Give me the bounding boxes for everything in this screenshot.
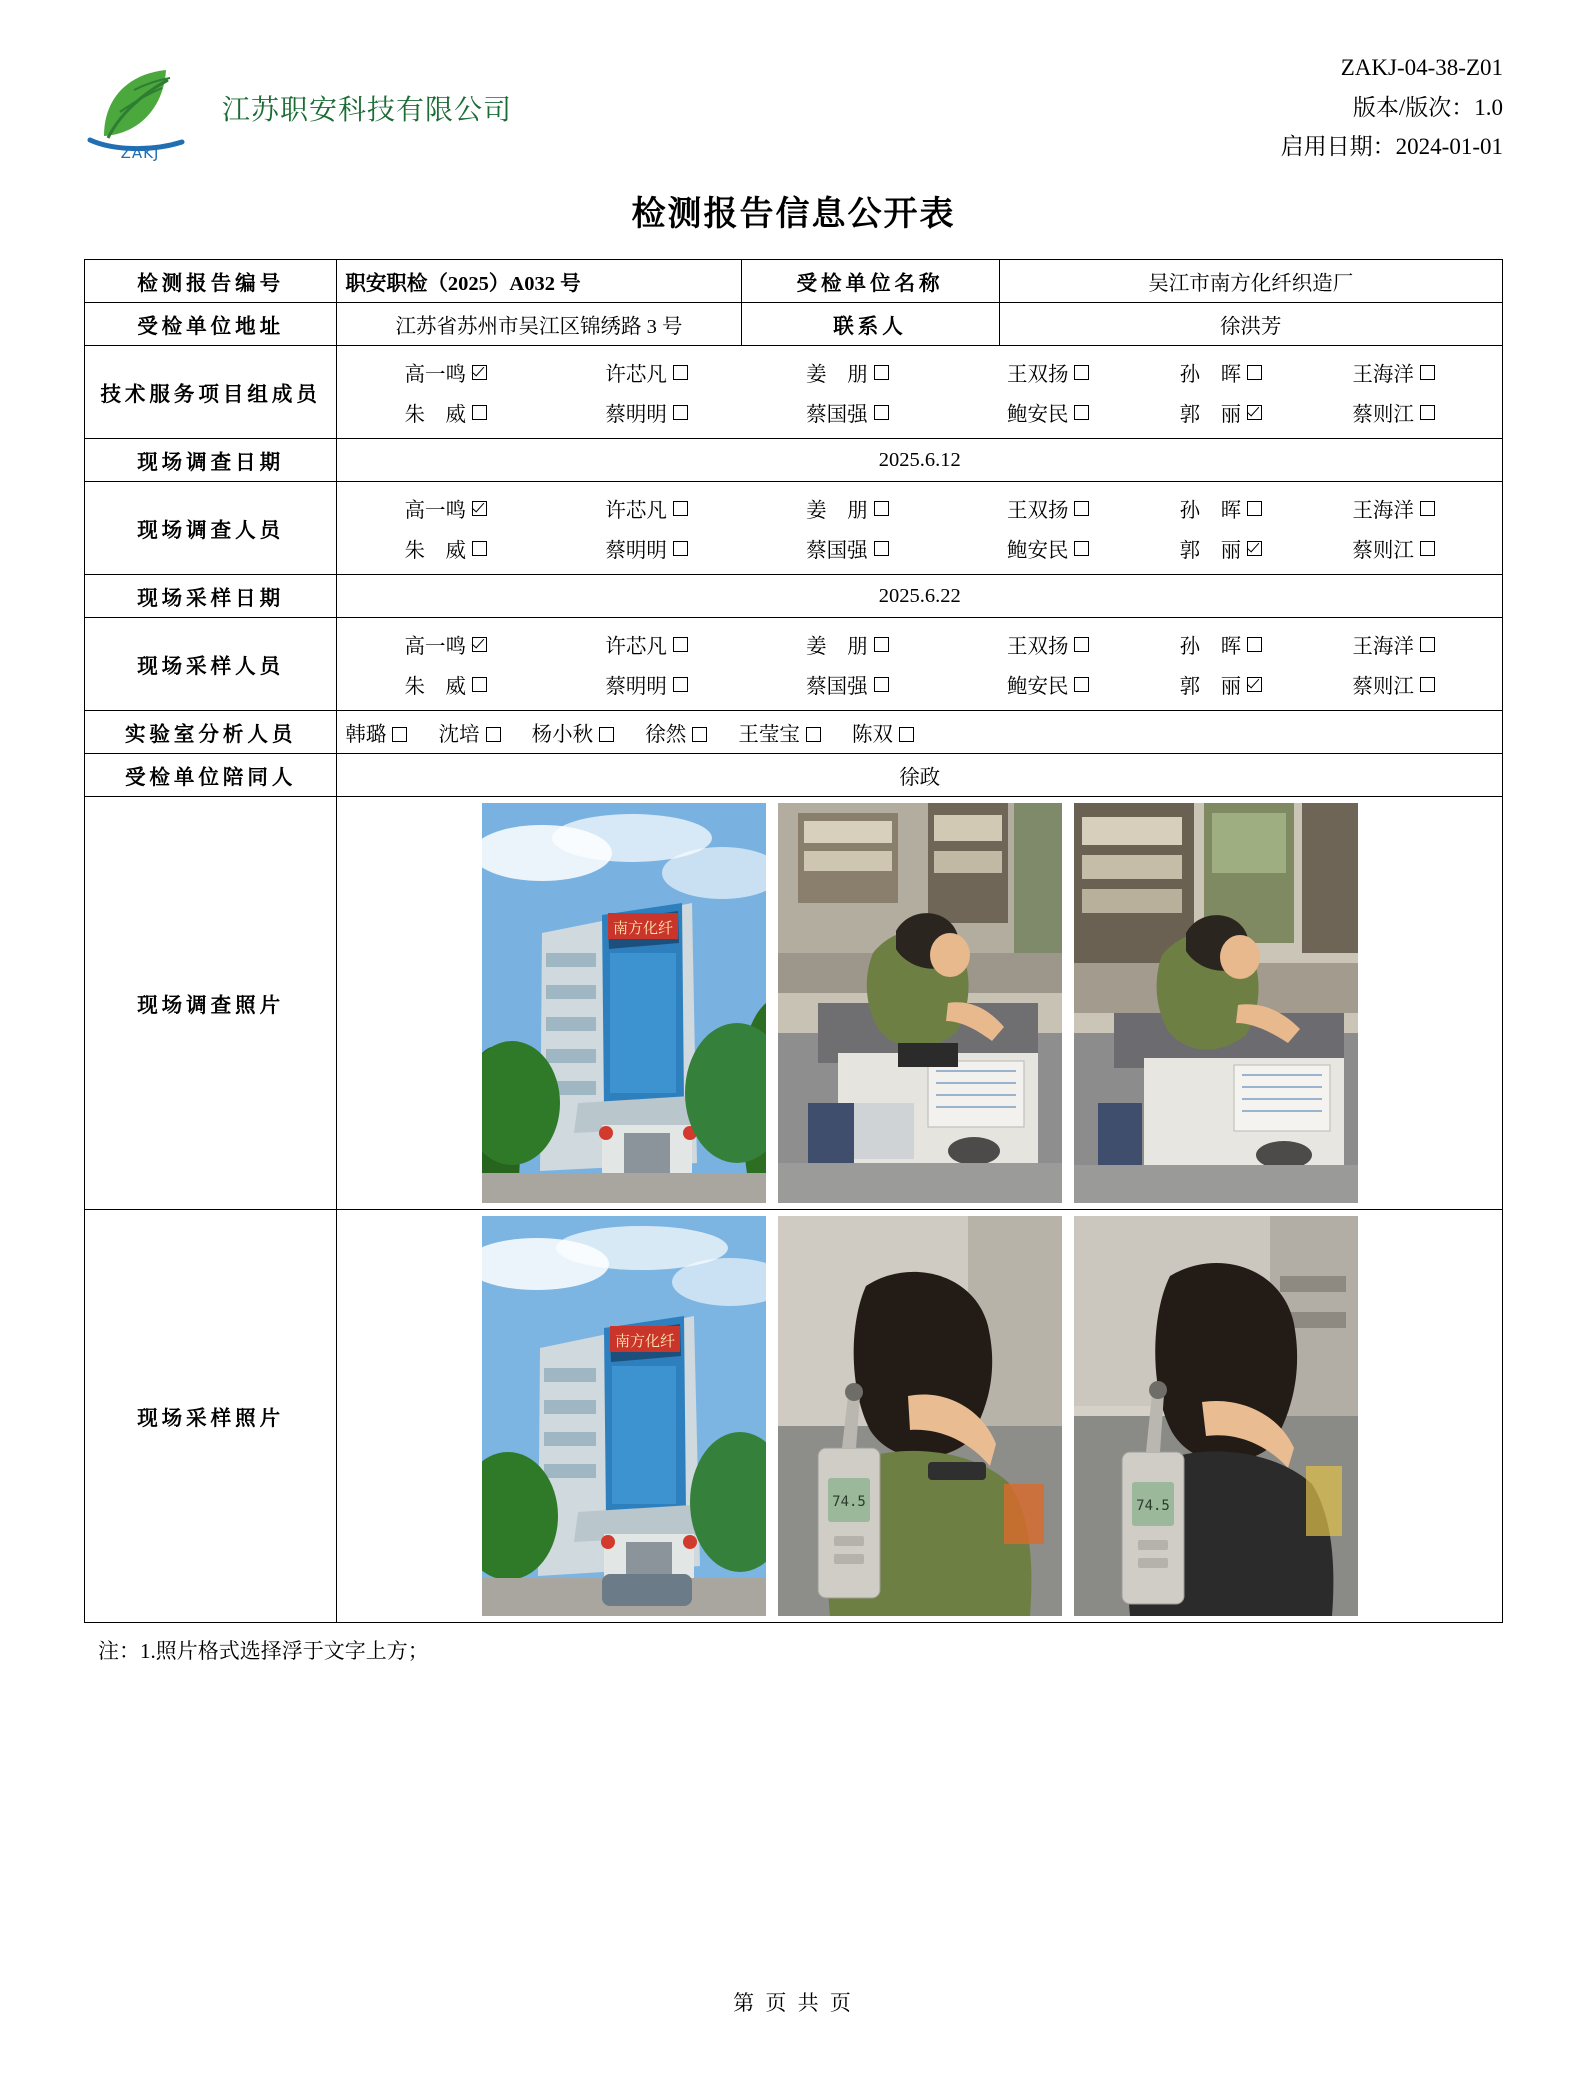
survey-photos-cell bbox=[337, 797, 1503, 1210]
checkbox-icon[interactable] bbox=[874, 541, 889, 556]
checkbox-icon[interactable] bbox=[486, 727, 501, 742]
person-item[interactable] bbox=[1293, 533, 1494, 563]
table-row bbox=[85, 754, 1503, 797]
checkbox-icon[interactable] bbox=[673, 365, 688, 380]
person-item[interactable] bbox=[948, 533, 1149, 563]
person-name: 蔡国强 bbox=[806, 540, 868, 562]
checkbox-icon[interactable] bbox=[673, 501, 688, 516]
checkbox-icon[interactable] bbox=[472, 405, 487, 420]
person-item[interactable] bbox=[1293, 397, 1494, 427]
checkbox-icon[interactable] bbox=[1247, 501, 1262, 516]
checkbox-icon[interactable] bbox=[874, 677, 889, 692]
person-name: 蔡国强 bbox=[806, 404, 868, 426]
person-name: 王海洋 bbox=[1352, 364, 1414, 386]
photo-factory-exterior-2 bbox=[482, 1216, 766, 1616]
person-name: 孙 晖 bbox=[1179, 364, 1242, 386]
person-item[interactable] bbox=[345, 629, 546, 659]
person-name: 朱 威 bbox=[404, 404, 467, 426]
photo-noise-sampling-1 bbox=[778, 1216, 1062, 1616]
checkbox-icon[interactable] bbox=[874, 501, 889, 516]
checkbox-icon[interactable] bbox=[692, 727, 707, 742]
checkbox-icon[interactable] bbox=[874, 365, 889, 380]
person-name: 鲍安民 bbox=[1006, 540, 1069, 562]
person-item[interactable] bbox=[1293, 493, 1494, 523]
person-item[interactable] bbox=[1149, 397, 1294, 427]
person-name: 孙 晖 bbox=[1179, 500, 1242, 522]
checkbox-icon[interactable] bbox=[472, 677, 487, 692]
checkbox-icon[interactable] bbox=[1247, 365, 1262, 380]
person-row bbox=[345, 392, 1494, 432]
checkbox-icon[interactable] bbox=[1074, 541, 1089, 556]
accompany-label: 受检单位陪同人 bbox=[85, 754, 337, 797]
person-item[interactable] bbox=[546, 493, 747, 523]
lab-analysts-checklist[interactable] bbox=[337, 711, 1503, 754]
checkbox-icon[interactable] bbox=[1074, 405, 1089, 420]
person-item[interactable] bbox=[546, 669, 747, 699]
person-item[interactable] bbox=[1293, 669, 1494, 699]
person-name: 蔡则江 bbox=[1352, 676, 1414, 698]
table-row bbox=[85, 618, 1503, 711]
checkbox-icon[interactable] bbox=[599, 727, 614, 742]
person-item[interactable] bbox=[1149, 493, 1294, 523]
checkbox-icon[interactable] bbox=[392, 727, 407, 742]
person-name: 陈双 bbox=[852, 724, 894, 746]
table-row bbox=[85, 260, 1503, 303]
checkbox-icon[interactable] bbox=[673, 405, 688, 420]
document-header bbox=[84, 40, 1503, 160]
person-name: 蔡明明 bbox=[605, 404, 667, 426]
person-item[interactable] bbox=[738, 717, 821, 747]
person-item[interactable] bbox=[345, 357, 546, 387]
survey-photo-strip bbox=[345, 803, 1494, 1203]
checkbox-icon[interactable] bbox=[673, 637, 688, 652]
person-item[interactable] bbox=[532, 717, 615, 747]
survey-date-value: 2025.6.12 bbox=[337, 439, 1503, 482]
survey-date-label: 现场调查日期 bbox=[85, 439, 337, 482]
person-item[interactable] bbox=[546, 533, 747, 563]
person-item[interactable] bbox=[747, 669, 948, 699]
person-row bbox=[345, 488, 1494, 528]
person-name: 郭 丽 bbox=[1179, 404, 1242, 426]
footnote: 注：1.照片格式选择浮于文字上方； bbox=[98, 1639, 429, 1663]
sampling-photo-strip bbox=[345, 1216, 1494, 1616]
person-item[interactable] bbox=[948, 357, 1149, 387]
survey-people-checklist[interactable] bbox=[337, 482, 1503, 575]
person-name: 蔡则江 bbox=[1352, 540, 1414, 562]
svg-text:南方化纤: 南方化纤 bbox=[612, 919, 673, 937]
person-item[interactable] bbox=[439, 717, 501, 747]
person-name: 许芯凡 bbox=[605, 364, 667, 386]
doc-code: ZAKJ-04-38-Z01 bbox=[1340, 55, 1503, 80]
person-name: 沈培 bbox=[438, 724, 480, 746]
person-name: 杨小秋 bbox=[531, 724, 594, 746]
person-name: 朱 威 bbox=[404, 540, 467, 562]
table-row bbox=[85, 482, 1503, 575]
person-name: 郭 丽 bbox=[1179, 540, 1242, 562]
person-item[interactable] bbox=[747, 397, 948, 427]
checkbox-icon[interactable] bbox=[899, 727, 914, 742]
person-name: 高一鸣 bbox=[404, 364, 467, 386]
person-name: 郭 丽 bbox=[1179, 676, 1242, 698]
person-name: 蔡则江 bbox=[1352, 404, 1414, 426]
svg-text:74.5: 74.5 bbox=[831, 1494, 866, 1510]
doc-effective-date: 启用日期：2024-01-01 bbox=[1280, 134, 1503, 160]
checkbox-icon[interactable] bbox=[1420, 677, 1435, 692]
person-name: 姜 朋 bbox=[806, 500, 868, 522]
person-name: 姜 朋 bbox=[806, 364, 868, 386]
person-name: 许芯凡 bbox=[605, 500, 667, 522]
person-item[interactable] bbox=[747, 533, 948, 563]
page-title: 检测报告信息公开表 bbox=[631, 196, 956, 233]
person-name: 王双扬 bbox=[1006, 636, 1069, 658]
checkbox-icon[interactable] bbox=[1420, 365, 1435, 380]
person-name: 徐然 bbox=[645, 724, 687, 746]
sampling-people-label: 现场采样人员 bbox=[85, 618, 337, 711]
svg-text:南方化纤: 南方化纤 bbox=[614, 1332, 675, 1350]
person-item[interactable] bbox=[345, 669, 546, 699]
person-item[interactable] bbox=[747, 357, 948, 387]
table-row bbox=[85, 439, 1503, 482]
person-item[interactable] bbox=[747, 629, 948, 659]
person-name: 王双扬 bbox=[1006, 500, 1069, 522]
person-name: 王海洋 bbox=[1352, 500, 1414, 522]
sampling-photos-cell bbox=[337, 1210, 1503, 1623]
sampling-photos-label: 现场采样照片 bbox=[85, 1210, 337, 1623]
svg-text:74.5: 74.5 bbox=[1135, 1498, 1170, 1514]
table-row bbox=[85, 1210, 1503, 1623]
contact-label: 联系人 bbox=[741, 303, 999, 346]
table-row bbox=[85, 797, 1503, 1210]
company-logo-icon bbox=[84, 54, 196, 162]
person-name: 王双扬 bbox=[1006, 364, 1069, 386]
person-name: 鲍安民 bbox=[1006, 676, 1069, 698]
person-name: 许芯凡 bbox=[605, 636, 667, 658]
person-name: 蔡明明 bbox=[605, 676, 667, 698]
person-item[interactable] bbox=[948, 629, 1149, 659]
photo-office-survey-1 bbox=[778, 803, 1062, 1203]
photo-noise-sampling-2 bbox=[1074, 1216, 1358, 1616]
sampling-date-label: 现场采样日期 bbox=[85, 575, 337, 618]
survey-people-label: 现场调查人员 bbox=[85, 482, 337, 575]
person-name: 姜 朋 bbox=[806, 636, 868, 658]
person-name: 朱 威 bbox=[404, 676, 467, 698]
lab-analysts-label: 实验室分析人员 bbox=[85, 711, 337, 754]
photo-factory-exterior bbox=[482, 803, 766, 1203]
person-item[interactable] bbox=[747, 493, 948, 523]
header-meta bbox=[1281, 40, 1503, 167]
page-number-footer: 第 页 共 页 bbox=[733, 1991, 854, 2015]
person-item[interactable] bbox=[1293, 357, 1494, 387]
person-name: 蔡明明 bbox=[605, 540, 667, 562]
checkbox-icon[interactable] bbox=[1074, 501, 1089, 516]
checkbox-icon[interactable] bbox=[1420, 405, 1435, 420]
checkbox-icon[interactable] bbox=[1247, 541, 1262, 556]
table-row bbox=[85, 346, 1503, 439]
person-row bbox=[345, 624, 1494, 664]
person-name: 鲍安民 bbox=[1006, 404, 1069, 426]
accompany-value: 徐政 bbox=[337, 754, 1503, 797]
checkbox-icon[interactable] bbox=[1074, 677, 1089, 692]
checkbox-icon[interactable] bbox=[472, 637, 487, 652]
table-row bbox=[85, 575, 1503, 618]
person-item[interactable] bbox=[948, 669, 1149, 699]
person-name: 高一鸣 bbox=[404, 636, 467, 658]
person-item[interactable] bbox=[1149, 669, 1294, 699]
client-name-value: 吴江市南方化纤织造厂 bbox=[999, 260, 1502, 303]
person-item[interactable] bbox=[1149, 629, 1294, 659]
person-item[interactable] bbox=[852, 717, 914, 747]
checkbox-icon[interactable] bbox=[472, 541, 487, 556]
svg-text:ZAKJ: ZAKJ bbox=[120, 144, 160, 162]
company-name: 江苏职安科技有限公司 bbox=[222, 95, 513, 126]
report-no-label: 检测报告编号 bbox=[85, 260, 337, 303]
person-row bbox=[345, 528, 1494, 568]
checkbox-icon[interactable] bbox=[472, 501, 487, 516]
doc-version: 版本/版次：1.0 bbox=[1352, 94, 1503, 120]
person-name: 孙 晖 bbox=[1179, 636, 1242, 658]
checkbox-icon[interactable] bbox=[1074, 365, 1089, 380]
checkbox-icon[interactable] bbox=[1420, 501, 1435, 516]
person-item[interactable] bbox=[1149, 357, 1294, 387]
person-row bbox=[345, 664, 1494, 704]
person-item[interactable] bbox=[345, 397, 546, 427]
checkbox-icon[interactable] bbox=[874, 637, 889, 652]
person-item[interactable] bbox=[345, 493, 546, 523]
person-item[interactable] bbox=[948, 493, 1149, 523]
checkbox-icon[interactable] bbox=[1420, 637, 1435, 652]
company-brand bbox=[84, 40, 512, 162]
person-item[interactable] bbox=[1293, 629, 1494, 659]
table-row bbox=[85, 711, 1503, 754]
survey-photos-label: 现场调查照片 bbox=[85, 797, 337, 1210]
checkbox-icon[interactable] bbox=[1420, 541, 1435, 556]
checkbox-icon[interactable] bbox=[673, 677, 688, 692]
checkbox-icon[interactable] bbox=[874, 405, 889, 420]
report-info-table bbox=[84, 259, 1503, 1623]
person-item[interactable] bbox=[948, 397, 1149, 427]
checkbox-icon[interactable] bbox=[1247, 405, 1262, 420]
checkbox-icon[interactable] bbox=[1247, 637, 1262, 652]
person-name: 王莹宝 bbox=[738, 724, 800, 746]
person-item[interactable] bbox=[546, 397, 747, 427]
sampling-people-checklist[interactable] bbox=[337, 618, 1503, 711]
person-item[interactable] bbox=[645, 717, 707, 747]
checkbox-icon[interactable] bbox=[1247, 677, 1262, 692]
sampling-date-value: 2025.6.22 bbox=[337, 575, 1503, 618]
person-item[interactable] bbox=[345, 717, 407, 747]
person-item[interactable] bbox=[546, 357, 747, 387]
person-row bbox=[345, 352, 1494, 392]
client-address-label: 受检单位地址 bbox=[85, 303, 337, 346]
person-item[interactable] bbox=[345, 533, 546, 563]
person-name: 韩璐 bbox=[345, 724, 387, 746]
team-members-checklist[interactable] bbox=[337, 346, 1503, 439]
checkbox-icon[interactable] bbox=[806, 727, 821, 742]
person-item[interactable] bbox=[1149, 533, 1294, 563]
contact-value: 徐洪芳 bbox=[999, 303, 1502, 346]
client-address-value: 江苏省苏州市吴江区锦绣路 3 号 bbox=[337, 303, 741, 346]
client-name-label: 受检单位名称 bbox=[741, 260, 999, 303]
report-no-value: 职安职检（2025）A032 号 bbox=[337, 260, 741, 303]
person-name: 蔡国强 bbox=[806, 676, 868, 698]
photo-office-survey-2 bbox=[1074, 803, 1358, 1203]
checkbox-icon[interactable] bbox=[472, 365, 487, 380]
checkbox-icon[interactable] bbox=[1074, 637, 1089, 652]
team-members-label: 技术服务项目组成员 bbox=[85, 346, 337, 439]
checkbox-icon[interactable] bbox=[673, 541, 688, 556]
person-name: 高一鸣 bbox=[404, 500, 467, 522]
table-row bbox=[85, 303, 1503, 346]
person-item[interactable] bbox=[546, 629, 747, 659]
person-name: 王海洋 bbox=[1352, 636, 1414, 658]
